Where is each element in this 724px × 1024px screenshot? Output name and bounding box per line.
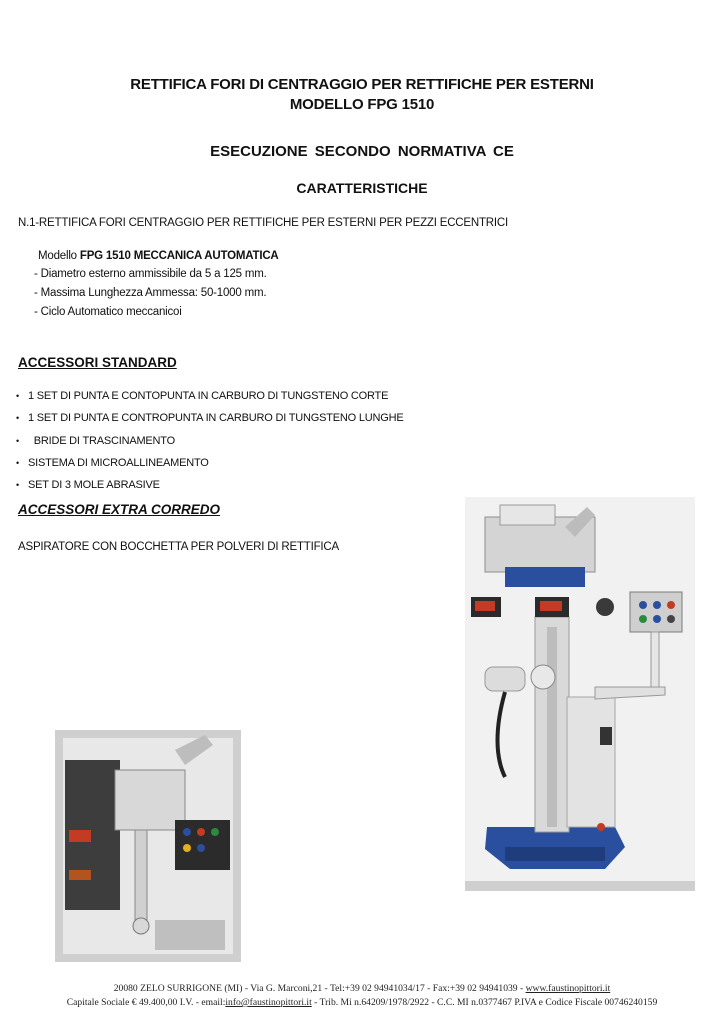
standard-accessories-heading: ACCESSORI STANDARD xyxy=(18,355,177,370)
footer-address: 20080 ZELO SURRIGONE (MI) - Via G. Marconi,21 - Tel:+39 02 94941034/17 - Fax:+39 02 94941039 - www.faustinopittori.it xyxy=(113,983,611,994)
bullet-icon: • xyxy=(16,391,19,401)
website-link[interactable]: www.faustinopittori.it xyxy=(525,983,611,994)
bullet-icon: • xyxy=(16,413,19,424)
title-line-2: MODELLO FPG 1510 xyxy=(289,96,435,113)
bullet-icon: • xyxy=(16,457,19,468)
list-item: • BRIDE DI TRASCINAMENTO xyxy=(16,431,404,453)
list-item: • 1 SET DI PUNTA E CONTOPUNTA IN CARBURO DI TUNGSTENO CORTE xyxy=(16,386,404,408)
footer-legal: Capitale Sociale € 49.400,00 I.V. - email:info@faustinopittori.it - Trib. Mi n.64209/1978/2922 - C.C. MI n.0377467 P.IVA e Codice Fiscale 00746240159 xyxy=(66,997,658,1008)
intro-text: N.1-RETTIFICA FORI CENTRAGGIO PER RETTIFICHE PER ESTERNI PER PEZZI ECCENTRICI xyxy=(18,217,509,229)
bullet-icon: • xyxy=(16,435,19,446)
detail-photo xyxy=(55,730,241,962)
extra-accessories-heading: ACCESSORI EXTRA CORREDO xyxy=(18,502,221,517)
list-item: • 1 SET DI PUNTA E CONTROPUNTA IN CARBURO DI TUNGSTENO LUNGHE xyxy=(16,408,404,430)
list-item: • SISTEMA DI MICROALLINEAMENTO xyxy=(16,453,404,475)
spec-diameter: - Diametro esterno ammissibile da 5 a 125 mm. xyxy=(34,268,267,280)
model-name: FPG 1510 MECCANICA AUTOMATICA xyxy=(79,250,279,262)
bullet-icon: • xyxy=(16,480,19,491)
features-heading: CARATTERISTICHE xyxy=(296,180,428,196)
spec-cycle: - Ciclo Automatico meccanicoi xyxy=(34,306,182,318)
standard-accessories-list xyxy=(16,386,404,497)
list-item: • SET DI 3 MOLE ABRASIVE xyxy=(16,475,404,497)
model-line xyxy=(38,250,279,262)
email-link[interactable]: info@faustinopittori.it xyxy=(225,997,312,1008)
machine-photo xyxy=(465,497,695,891)
execution-note: ESECUZIONE SECONDO NORMATIVA CE xyxy=(210,143,514,160)
title-line-1: RETTIFICA FORI DI CENTRAGGIO PER RETTIFICHE PER ESTERNI xyxy=(130,76,594,93)
extra-accessory-item: ASPIRATORE CON BOCCHETTA PER POLVERI DI RETTIFICA xyxy=(18,541,339,553)
spec-length: - Massima Lunghezza Ammessa: 50-1000 mm. xyxy=(34,287,267,299)
model-prefix: Modello xyxy=(38,250,80,262)
